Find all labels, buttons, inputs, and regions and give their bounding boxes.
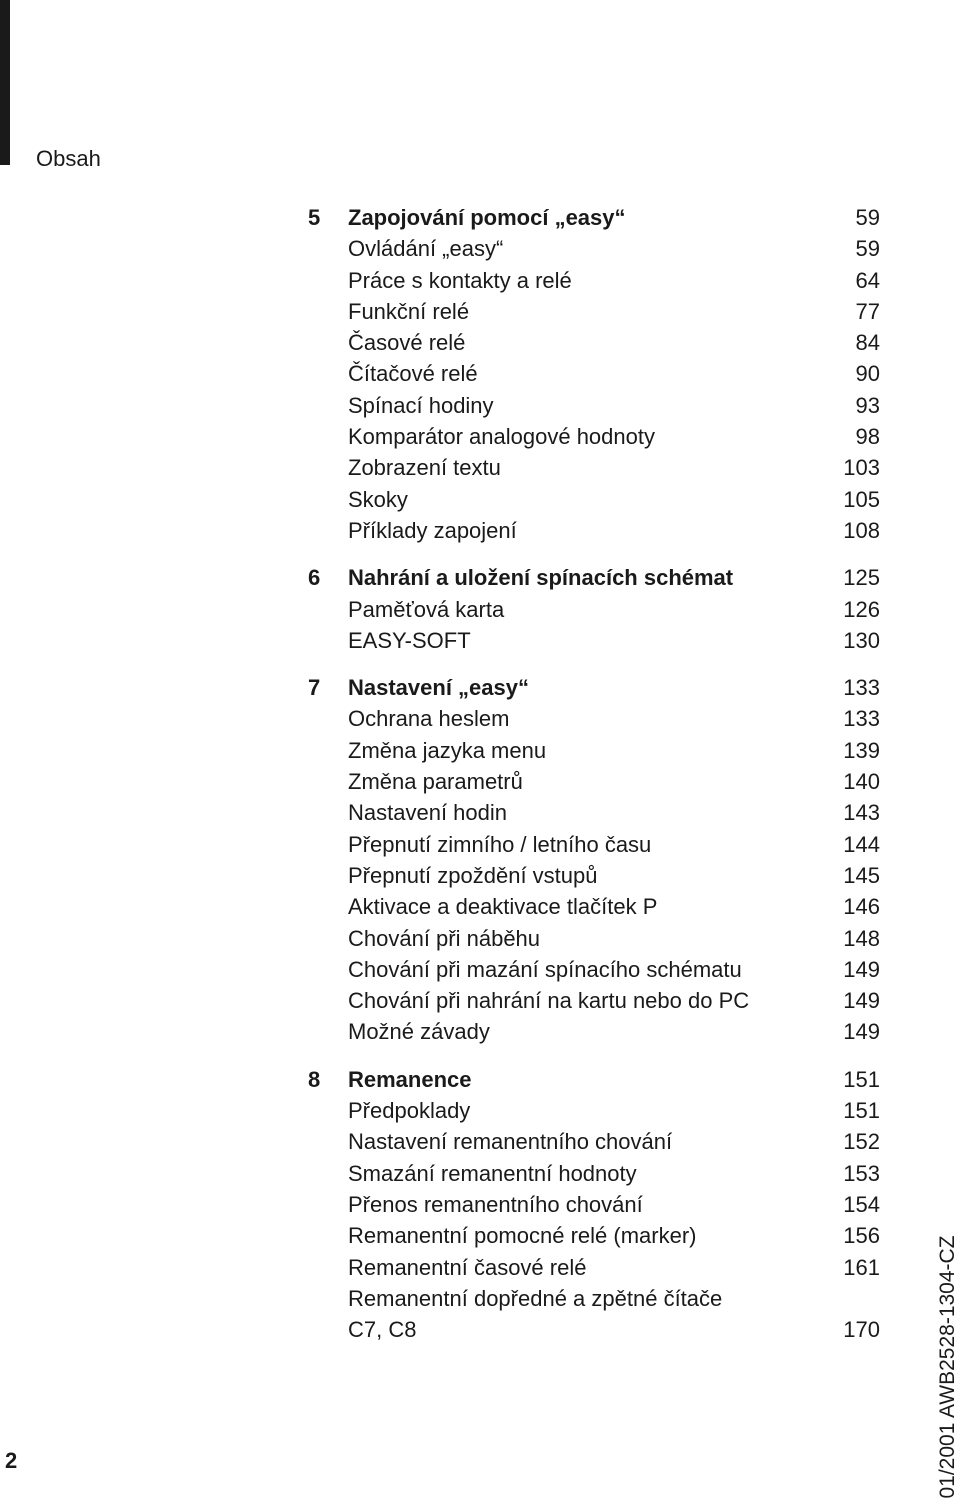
- entry-title: Skoky: [348, 486, 408, 512]
- entry-title: Funkční relé: [348, 298, 470, 324]
- toc-entry[interactable]: [308, 625, 880, 656]
- entry-page: 149: [843, 956, 880, 982]
- entry-title: Ovládání „easy“: [348, 236, 504, 262]
- chapter-title: Nastavení „easy“: [348, 675, 529, 701]
- entry-title: Smazání remanentní hodnoty: [348, 1160, 637, 1186]
- entry-title: Přepnutí zpoždění vstupů: [348, 862, 598, 888]
- entry-title: Remanentní pomocné relé (marker): [348, 1223, 697, 1249]
- entry-title: Spínací hodiny: [348, 392, 494, 418]
- entry-title: Předpoklady: [348, 1098, 471, 1124]
- toc-entry[interactable]: [308, 1095, 880, 1126]
- toc-entry[interactable]: [308, 735, 880, 766]
- chapter-title: Remanence: [348, 1066, 472, 1092]
- entry-page: 105: [843, 486, 880, 512]
- entry-title: Nastavení hodin: [348, 800, 507, 826]
- toc-chapter-heading[interactable]: [308, 1064, 880, 1095]
- entry-title: Komparátor analogové hodnoty: [348, 424, 655, 450]
- toc-chapter-heading[interactable]: [308, 202, 880, 233]
- toc-entry[interactable]: [308, 327, 880, 358]
- toc-entry[interactable]: [308, 923, 880, 954]
- toc-entry[interactable]: [308, 390, 880, 421]
- entry-title: Přepnutí zimního / letního času: [348, 831, 652, 857]
- entry-page: 149: [843, 988, 880, 1014]
- toc-chapter-heading[interactable]: [308, 672, 880, 703]
- entry-page: 154: [843, 1191, 880, 1217]
- toc-chapter: [308, 202, 880, 546]
- toc-entry[interactable]: [308, 797, 880, 828]
- entry-title: Příklady zapojení: [348, 517, 517, 543]
- entry-title: Změna parametrů: [348, 769, 523, 795]
- entry-page: 126: [843, 596, 880, 622]
- toc-chapter: [308, 672, 880, 1048]
- toc-entry[interactable]: [308, 233, 880, 264]
- entry-title: EASY-SOFT: [348, 627, 471, 653]
- entry-title: Čítačové relé: [348, 361, 478, 387]
- entry-title: Možné závady: [348, 1019, 490, 1045]
- entry-page: 151: [843, 1098, 880, 1124]
- entry-page: 93: [855, 392, 880, 418]
- entry-title: Časové relé: [348, 330, 466, 356]
- entry-page: 133: [843, 706, 880, 732]
- entry-title: Změna jazyka menu: [348, 737, 547, 763]
- entry-page: 143: [843, 800, 880, 826]
- entry-page: 84: [855, 330, 880, 356]
- toc-entry[interactable]: [308, 265, 880, 296]
- entry-page: 153: [843, 1160, 880, 1186]
- toc-entry[interactable]: [308, 296, 880, 327]
- chapter-title: Zapojování pomocí „easy“: [348, 205, 626, 230]
- toc-entry[interactable]: [308, 766, 880, 797]
- margin-bar: [0, 0, 10, 165]
- table-of-contents: [308, 202, 880, 1361]
- toc-entry[interactable]: [308, 421, 880, 452]
- toc-entry[interactable]: [308, 1158, 880, 1189]
- entry-page: 161: [843, 1254, 880, 1280]
- toc-entry[interactable]: [308, 985, 880, 1016]
- entry-page: 130: [843, 627, 880, 653]
- toc-entry[interactable]: [308, 1283, 880, 1314]
- chapter-page: 133: [843, 675, 880, 701]
- entry-title: Nastavení remanentního chování: [348, 1129, 673, 1155]
- entry-title: Chování při nahrání na kartu nebo do PC: [348, 988, 750, 1014]
- entry-title: Remanentní časové relé: [348, 1254, 587, 1280]
- toc-entry[interactable]: [308, 1016, 880, 1047]
- entry-page: 108: [843, 517, 880, 543]
- chapter-title: Nahrání a uložení spínacích schémat: [348, 565, 734, 591]
- entry-title: Paměťová karta: [348, 596, 505, 622]
- chapter-page: 59: [855, 205, 880, 230]
- toc-entry[interactable]: [308, 515, 880, 546]
- toc-entry[interactable]: [308, 358, 880, 389]
- chapter-number: 6: [308, 565, 321, 591]
- toc-entry[interactable]: [308, 891, 880, 922]
- entry-page: 146: [843, 894, 880, 920]
- toc-entry[interactable]: [308, 452, 880, 483]
- toc-chapter-heading[interactable]: [308, 562, 880, 593]
- entry-page: 152: [843, 1129, 880, 1155]
- document-reference: 01/2001 AWB2528-1304-CZ: [936, 1235, 959, 1499]
- entry-page: 59: [855, 236, 880, 262]
- toc-entry[interactable]: [308, 484, 880, 515]
- entry-page: 139: [843, 737, 880, 763]
- chapter-page: 125: [843, 565, 880, 591]
- entry-page: 145: [843, 862, 880, 888]
- entry-page: 90: [855, 361, 880, 387]
- entry-title: Ochrana heslem: [348, 706, 510, 732]
- entry-title: Chování při mazání spínacího schématu: [348, 956, 742, 982]
- toc-entry[interactable]: [308, 1252, 880, 1283]
- chapter-number: 8: [308, 1066, 321, 1092]
- section-title: Obsah: [36, 146, 101, 171]
- toc-chapter: [308, 1064, 880, 1346]
- entry-title: Remanentní dopředné a zpětné čítače: [348, 1285, 723, 1311]
- entry-page: 64: [855, 267, 880, 293]
- entry-title: Zobrazení textu: [348, 455, 501, 481]
- toc-entry[interactable]: [308, 1220, 880, 1251]
- entry-page: 148: [843, 925, 880, 951]
- entry-page: 144: [843, 831, 880, 857]
- toc-chapter: [308, 562, 880, 656]
- toc-entry[interactable]: [308, 1314, 880, 1345]
- entry-page: 98: [855, 424, 880, 450]
- chapter-page: 151: [843, 1066, 880, 1092]
- entry-page: 77: [855, 298, 880, 324]
- chapter-number: 5: [308, 205, 321, 230]
- entry-title: Aktivace a deaktivace tlačítek P: [348, 894, 658, 920]
- toc-entry[interactable]: [308, 954, 880, 985]
- chapter-number: 7: [308, 675, 321, 701]
- toc-entry[interactable]: [308, 860, 880, 891]
- entry-title: Práce s kontakty a relé: [348, 267, 572, 293]
- entry-page: 140: [843, 769, 880, 795]
- toc-entry[interactable]: [308, 594, 880, 625]
- entry-page: 156: [843, 1223, 880, 1249]
- entry-title: C7, C8: [348, 1317, 417, 1343]
- toc-entry[interactable]: [308, 1126, 880, 1157]
- page-number: 2: [5, 1448, 18, 1473]
- toc-entry[interactable]: [308, 703, 880, 734]
- entry-page: 103: [843, 455, 880, 481]
- entry-title: Chování při náběhu: [348, 925, 541, 951]
- toc-entry[interactable]: [308, 1189, 880, 1220]
- entry-title: Přenos remanentního chování: [348, 1191, 643, 1217]
- entry-page: 170: [843, 1317, 880, 1343]
- toc-entry[interactable]: [308, 829, 880, 860]
- entry-page: 149: [843, 1019, 880, 1045]
